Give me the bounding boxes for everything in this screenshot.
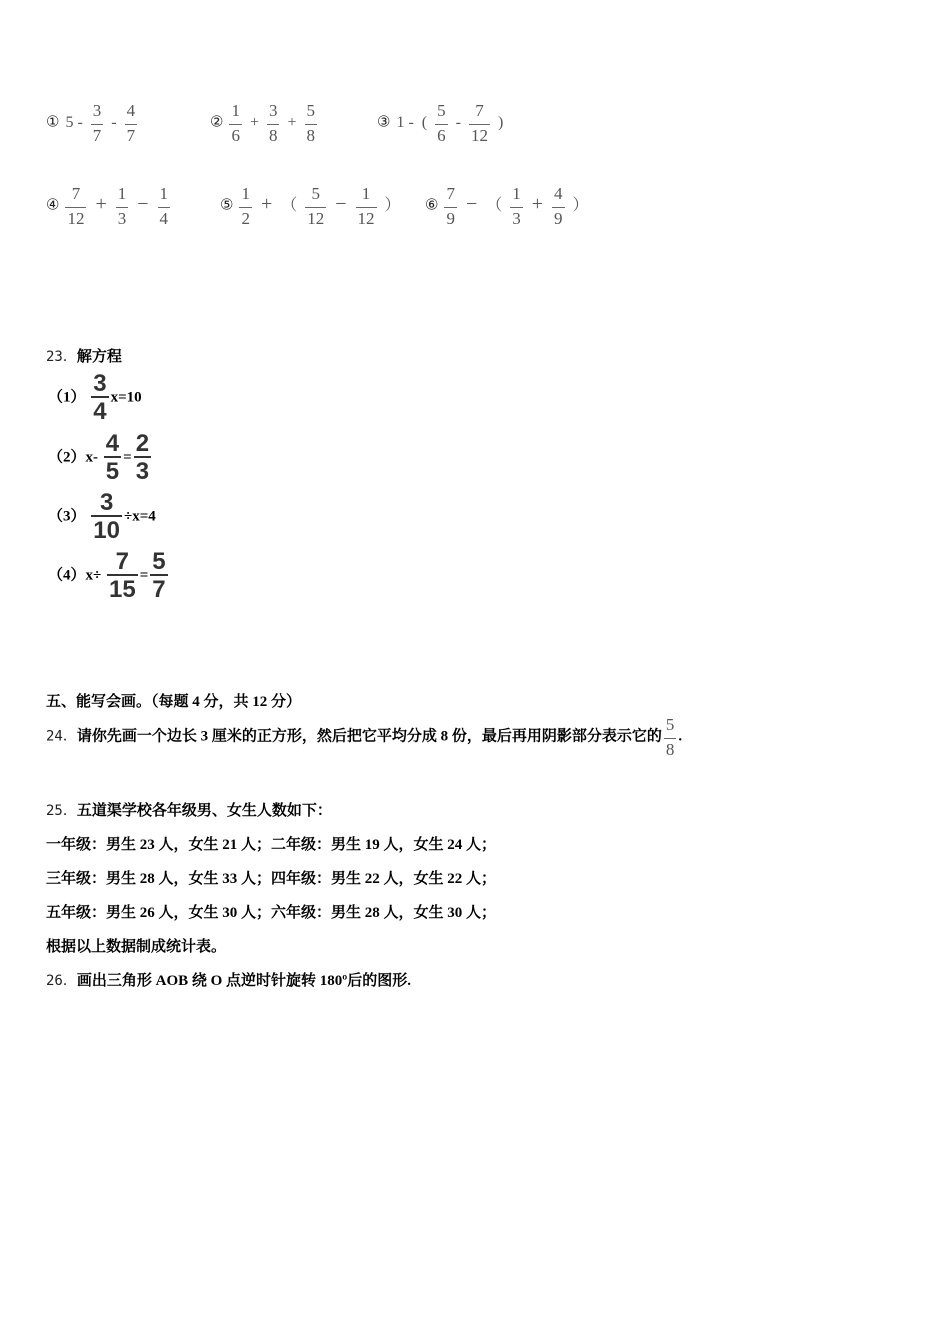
equation-label: （1） <box>48 389 86 406</box>
operator: + <box>260 192 273 215</box>
equation-label: （3） <box>48 508 86 525</box>
q22-expr-4 <box>46 185 172 227</box>
expr-lead: 5 - <box>65 113 83 131</box>
fraction: $\frac{7}{15}$ <box>109 548 136 603</box>
fraction: $\frac{1}{4}$ <box>159 184 169 228</box>
question-title: 解方程 <box>76 349 122 365</box>
equation-tail: = <box>123 449 132 466</box>
q23-equation-2 <box>48 432 153 484</box>
question-number: 23． <box>46 349 77 365</box>
equation-label: （4） <box>48 567 86 584</box>
q25-line-2: 三年级：男生 28 人，女生 33 人；四年级：男生 22 人，女生 22 人； <box>46 871 497 887</box>
q25-line-4: 根据以上数据制成统计表。 <box>46 939 227 955</box>
fraction: $\frac{1}{3}$ <box>512 184 521 228</box>
paren-close: ） <box>384 196 401 214</box>
operator: - <box>111 113 117 131</box>
question-number: 24． <box>46 728 77 745</box>
expr-label: ④ <box>46 197 60 214</box>
fraction: $\frac{1}{6}$ <box>231 101 240 145</box>
fraction: $\frac{3}{8}$ <box>268 101 278 145</box>
operator: + <box>531 192 544 215</box>
fraction: $\frac{1}{2}$ <box>241 184 250 228</box>
q23-equation-1 <box>48 372 142 424</box>
section-heading: 五、能写会画。（每题 4 分，共 12 分） <box>46 694 302 710</box>
equation-label: （2） <box>48 449 86 466</box>
paren-open: ( <box>421 113 428 131</box>
fraction: $\frac{5}{12}$ <box>307 184 325 228</box>
paren-close: ） <box>572 196 589 214</box>
q23-heading <box>46 345 122 366</box>
q22-expr-2 <box>210 102 319 144</box>
expr-label: ② <box>210 114 224 131</box>
q23-equation-4 <box>48 550 170 602</box>
fraction: $\frac{3}{4}$ <box>93 370 107 425</box>
q22-expr-3 <box>377 102 505 144</box>
expr-label: ⑥ <box>425 197 439 214</box>
fraction: $\frac{4}{9}$ <box>554 184 563 228</box>
equation-head: x- <box>85 449 99 466</box>
q23-equation-3 <box>48 491 156 543</box>
equation-head: x÷ <box>85 567 102 584</box>
q25-heading <box>46 799 332 820</box>
operator: - <box>455 113 461 131</box>
fraction: $\frac{7}{12}$ <box>67 184 85 228</box>
paren-open: （ <box>281 196 298 214</box>
fraction: $\frac{1}{3}$ <box>117 184 127 228</box>
q25-line-3: 五年级：男生 26 人，女生 30 人；六年级：男生 28 人，女生 30 人； <box>46 905 497 921</box>
expr-lead: 1 - <box>396 113 414 131</box>
q22-expr-1 <box>46 102 139 144</box>
fraction: $\frac{5}{6}$ <box>437 101 446 145</box>
q22-expr-6 <box>425 185 591 227</box>
operator: − <box>465 192 478 215</box>
expr-label: ① <box>46 114 60 131</box>
q22-expr-5 <box>220 185 403 227</box>
question-text: 请你先画一个边长 3 厘米的正方形，然后把它平均分成 8 份，最后再用阴影部分表示它的 <box>76 728 662 745</box>
fraction: $\frac{4}{7}$ <box>126 101 136 145</box>
q26 <box>46 969 411 990</box>
fraction: $\frac{7}{9}$ <box>446 184 455 228</box>
paren-open: （ <box>486 196 503 214</box>
equation-tail: ÷x=4 <box>123 508 156 525</box>
question-end: . <box>678 728 683 745</box>
fraction: $\frac{4}{5}$ <box>105 430 120 485</box>
operator: − <box>137 192 149 215</box>
fraction: $\frac{5}{7}$ <box>152 548 166 603</box>
q24 <box>46 716 682 758</box>
operator: + <box>95 192 107 215</box>
question-number: 25． <box>46 803 77 819</box>
fraction: $\frac{1}{12}$ <box>357 184 375 228</box>
fraction: $\frac{7}{12}$ <box>470 101 488 145</box>
expr-label: ③ <box>377 114 391 131</box>
q25-line-1: 一年级：男生 23 人，女生 21 人；二年级：男生 19 人，女生 24 人； <box>46 837 497 853</box>
fraction: $\frac{2}{3}$ <box>135 430 150 485</box>
fraction: $\frac{5}{8}$ <box>306 101 316 145</box>
paren-close: ) <box>497 113 504 131</box>
fraction: $\frac{3}{7}$ <box>92 101 102 145</box>
question-title: 五道渠学校各年级男、女生人数如下： <box>76 803 332 819</box>
question-number: 26． <box>46 973 77 989</box>
fraction: $\frac{5}{8}$ <box>665 715 675 759</box>
expr-label: ⑤ <box>220 197 234 214</box>
question-text: 画出三角形 AOB 绕 O 点逆时针旋转 180º后的图形. <box>76 973 411 989</box>
equation-tail: = <box>139 567 149 584</box>
fraction: $\frac{3}{10}$ <box>93 489 120 544</box>
equation-tail: x=10 <box>110 389 142 406</box>
operator: + <box>249 113 259 131</box>
operator: + <box>287 113 297 131</box>
operator: − <box>335 192 347 215</box>
